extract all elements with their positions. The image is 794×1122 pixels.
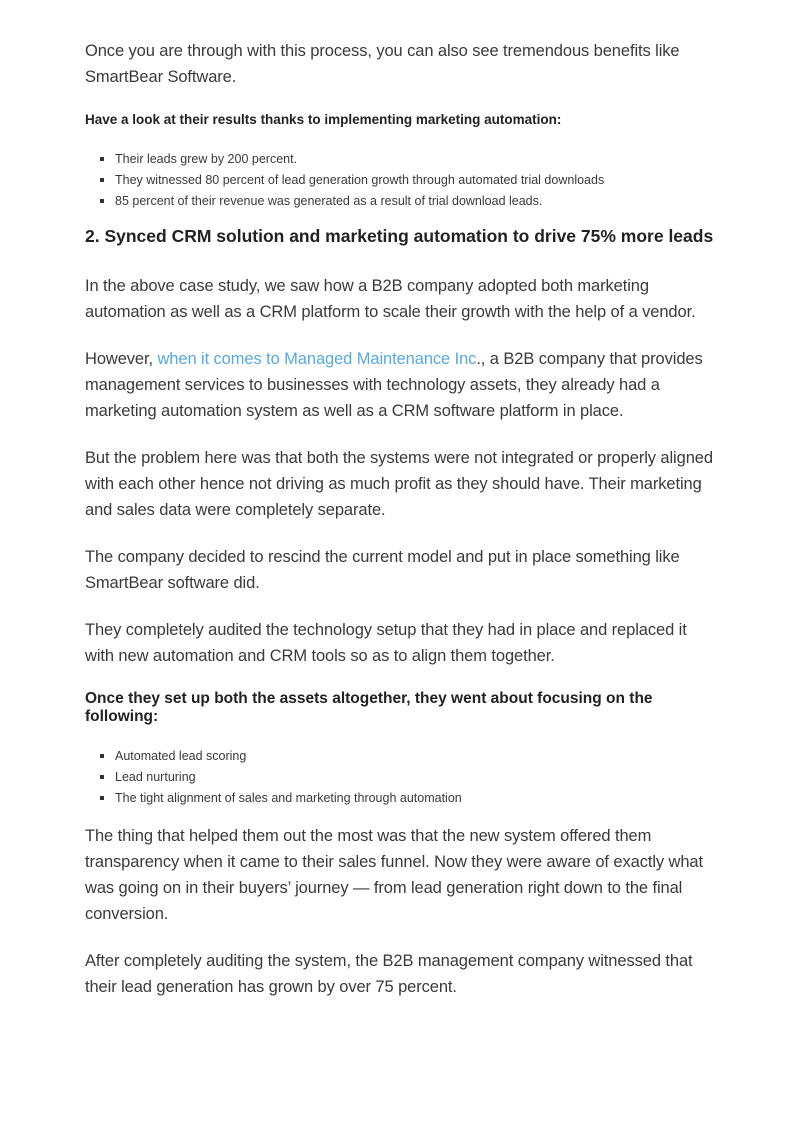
section-heading: 2. Synced CRM solution and marketing automation to drive 75% more leads <box>85 226 714 246</box>
square-bullet-icon <box>100 157 104 161</box>
paragraph: They completely audited the technology setup that they had in place and replaced it with new automation and CRM tools so as to align them together. <box>85 621 687 665</box>
list-item: Automated lead scoring <box>100 746 715 767</box>
list-item: The tight alignment of sales and marketing through automation <box>100 788 715 809</box>
square-bullet-icon <box>100 199 104 203</box>
paragraph: After completely auditing the system, the B2B management company witnessed that their lead generation has grown by over 75 percent. <box>85 952 693 996</box>
list-item: They witnessed 80 percent of lead generation growth through automated trial downloads <box>100 170 715 191</box>
list-item: 85 percent of their revenue was generated as a result of trial download leads. <box>100 191 715 212</box>
square-bullet-icon <box>100 796 104 800</box>
list-item: Their leads grew by 200 percent. <box>100 149 715 170</box>
focus-list <box>85 746 715 809</box>
intro-paragraph: Once you are through with this process, you can also see tremendous benefits like SmartBear Software. <box>85 42 680 86</box>
square-bullet-icon <box>100 178 104 182</box>
managed-maintenance-link[interactable]: when it comes to Managed Maintenance Inc <box>157 350 477 368</box>
results-heading: Have a look at their results thanks to implementing marketing automation: <box>85 112 562 127</box>
paragraph: But the problem here was that both the systems were not integrated or properly aligned with each other hence not driving as much profit as they should have. Their marketing and sales data were completely separate. <box>85 449 713 519</box>
focus-heading: Once they set up both the assets altogether, they went about focusing on the following: <box>85 690 653 725</box>
results-list <box>85 149 715 212</box>
square-bullet-icon <box>100 754 104 758</box>
square-bullet-icon <box>100 775 104 779</box>
paragraph: The company decided to rescind the current model and put in place something like SmartBear software did. <box>85 548 680 592</box>
paragraph-with-link: However, when it comes to Managed Maintenance Inc., a B2B company that provides management services to businesses with technology assets, they already had a marketing automation system as well as a CRM software platform in place. <box>85 350 703 420</box>
article-body <box>85 38 715 1021</box>
paragraph: The thing that helped them out the most was that the new system offered them transparency when it came to their sales funnel. Now they were aware of exactly what was going on in their buyers’ journey — from lead generation right down to the final conversion. <box>85 827 703 923</box>
paragraph: In the above case study, we saw how a B2B company adopted both marketing automation as well as a CRM platform to scale their growth with the help of a vendor. <box>85 277 696 321</box>
list-item: Lead nurturing <box>100 767 715 788</box>
